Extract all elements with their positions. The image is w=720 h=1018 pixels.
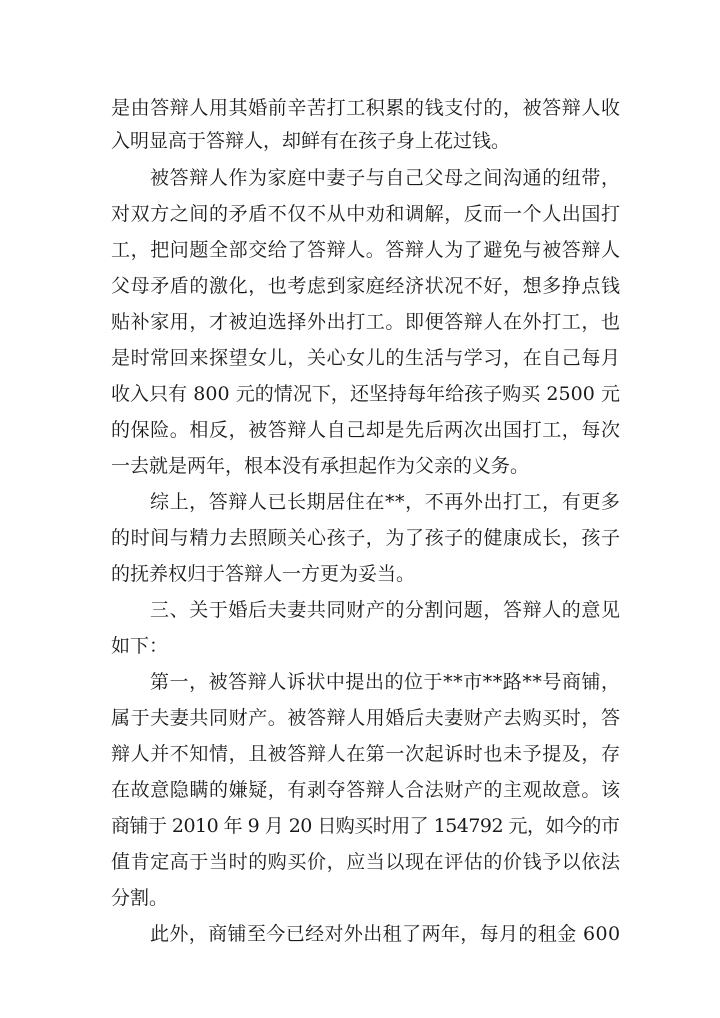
text-line-19-content: 辩人并不知情，且被答辩人在第一次起诉时也未予提及，存 [111, 743, 621, 765]
text-line-14-content: 的抚养权归于答辩人一方更为妥当。 [111, 563, 416, 585]
text-line-23 [0, 878, 720, 918]
text-line-13-content: 的时间与精力去照顾关心孩子，为了孩子的健康成长，孩子 [111, 527, 621, 549]
text-line-10-content: 的保险。相反，被答辩人自己却是先后两次出国打工，每次 [111, 419, 621, 441]
text-line-23-content: 分割。 [111, 887, 169, 909]
text-line-20-content: 在故意隐瞒的嫌疑，有剥夺答辩人合法财产的主观故意。该 [111, 779, 621, 801]
text-line-13 [0, 518, 720, 558]
text-line-9 [0, 374, 720, 414]
text-line-21-content: 商铺于 2010 年 9 月 20 日购买时用了 154792 元，如今的市 [111, 815, 620, 837]
text-line-11 [0, 446, 720, 486]
text-line-12-content: 综上，答辩人已长期居住在**，不再外出打工，有更多 [150, 491, 621, 513]
text-line-17-content: 第一，被答辩人诉状中提出的位于**市**路**号商铺， [150, 671, 621, 693]
text-line-9-content: 收入只有 800 元的情况下，还坚持每年给孩子购买 2500 元 [111, 383, 621, 405]
text-line-15-content: 三、关于婚后夫妻共同财产的分割问题，答辩人的意见 [150, 599, 621, 621]
text-line-14 [0, 554, 720, 594]
text-line-24-content: 此外，商铺至今已经对外出租了两年，每月的租金 600 [150, 923, 621, 945]
text-line-5-content: 工，把问题全部交给了答辩人。答辩人为了避免与被答辩人 [111, 239, 621, 261]
text-line-2 [0, 121, 720, 161]
text-line-7-content: 贴补家用，才被迫选择外出打工。即便答辩人在外打工，也 [111, 311, 621, 333]
text-line-18-content: 属于夫妻共同财产。被答辩人用婚后夫妻财产去购买时，答 [111, 707, 621, 729]
text-line-3-content: 被答辩人作为家庭中妻子与自己父母之间沟通的纽带， [150, 167, 621, 189]
text-line-19 [0, 734, 720, 774]
text-line-6 [0, 266, 720, 306]
text-line-4-content: 对双方之间的矛盾不仅不从中劝和调解，反而一个人出国打 [111, 203, 621, 225]
text-line-18 [0, 698, 720, 738]
text-line-12 [0, 482, 720, 522]
text-line-16 [0, 626, 720, 666]
text-line-4 [0, 194, 720, 234]
text-line-16-content: 如下： [111, 635, 169, 657]
text-line-8-content: 是时常回来探望女儿，关心女儿的生活与学习，在自己每月 [111, 347, 621, 369]
text-line-1-content: 是由答辩人用其婚前辛苦打工积累的钱支付的，被答辩人收 [111, 97, 621, 119]
text-line-24 [0, 914, 720, 954]
text-line-7 [0, 302, 720, 342]
text-line-2-content: 入明显高于答辩人，却鲜有在孩子身上花过钱。 [111, 130, 511, 152]
text-line-11-content: 一去就是两年，根本没有承担起作为父亲的义务。 [111, 455, 530, 477]
text-line-3 [0, 158, 720, 198]
text-line-20 [0, 770, 720, 810]
text-line-22-content: 值肯定高于当时的购买价，应当以现在评估的价钱予以依法 [111, 851, 621, 873]
text-line-8 [0, 338, 720, 378]
text-line-22 [0, 842, 720, 882]
text-line-17 [0, 662, 720, 702]
text-line-5 [0, 230, 720, 270]
text-line-21 [0, 806, 720, 846]
text-line-6-content: 父母矛盾的激化，也考虑到家庭经济状况不好，想多挣点钱 [111, 275, 621, 297]
text-line-15 [0, 590, 720, 630]
text-line-10 [0, 410, 720, 450]
